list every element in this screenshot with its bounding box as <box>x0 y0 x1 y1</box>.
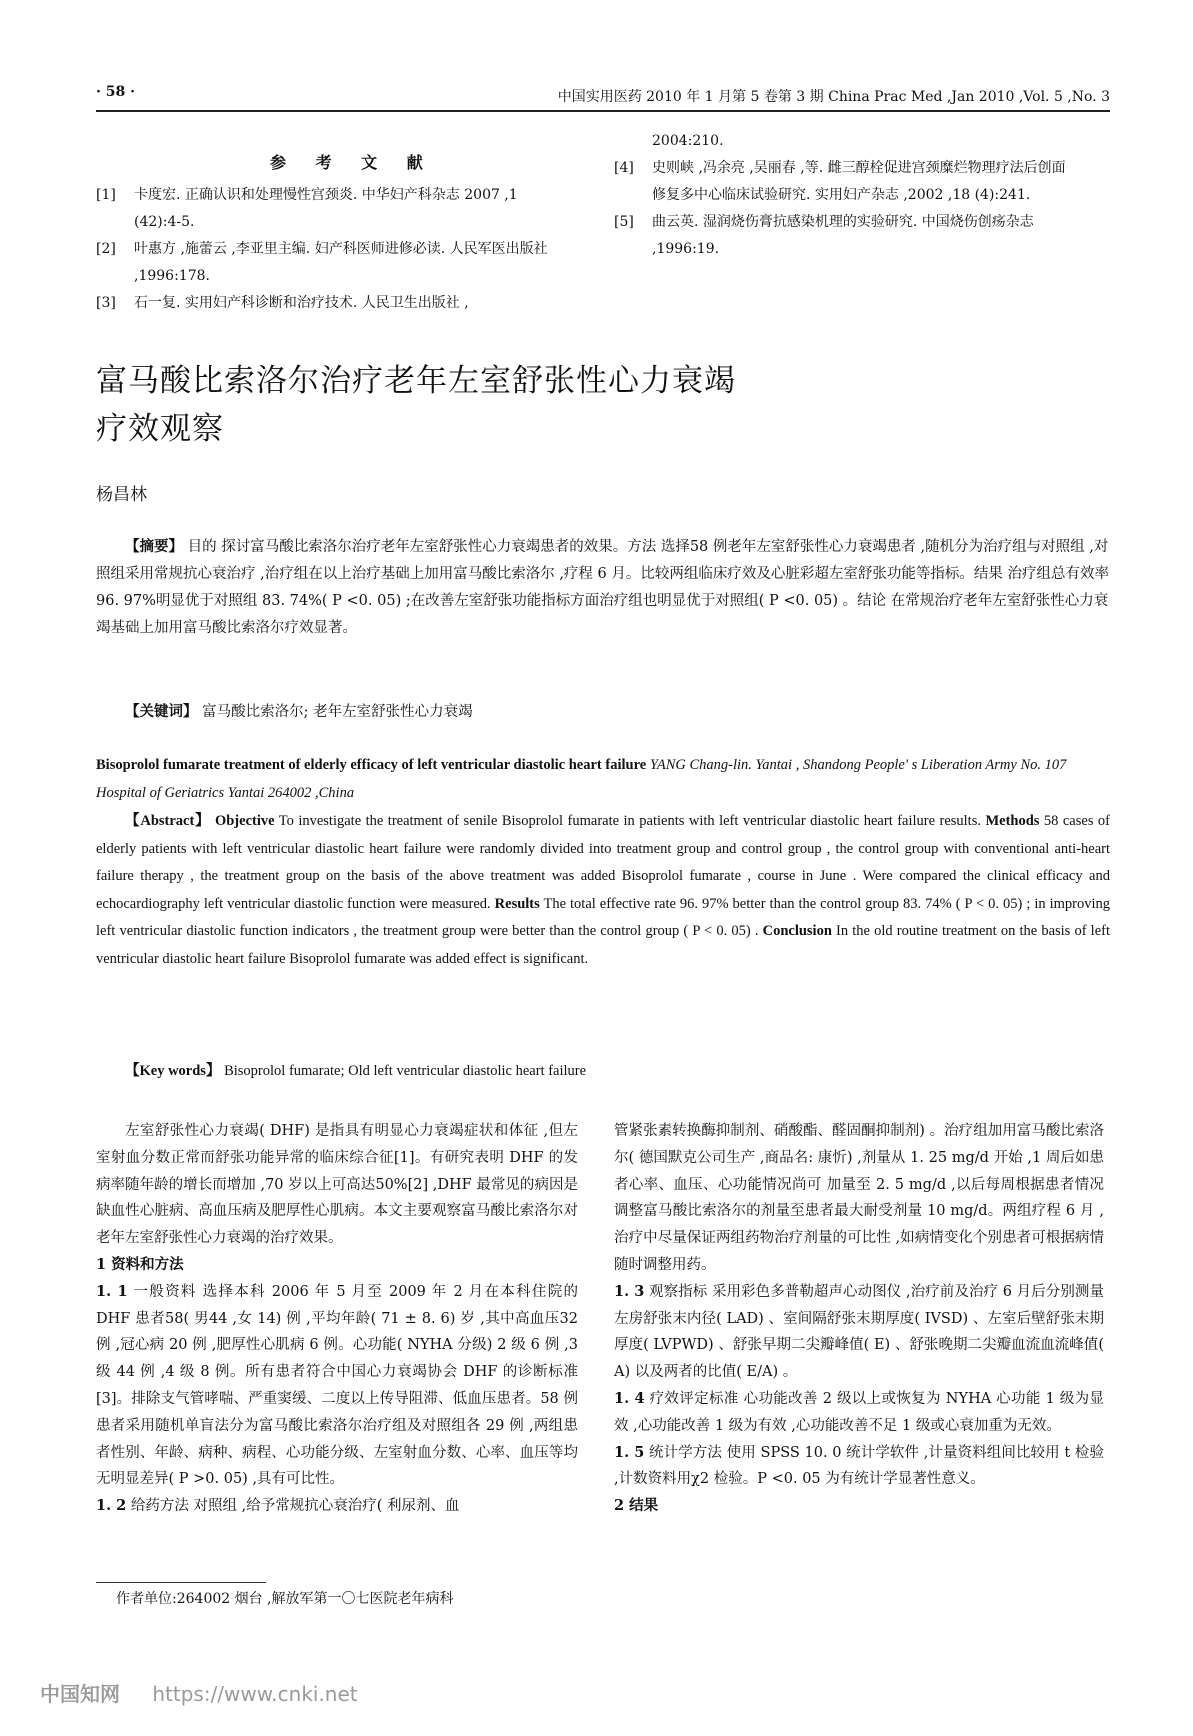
body-right-column <box>614 1118 1104 1520</box>
abstract-en-title: Bisoprolol fumarate treatment of elderly efficacy of left ventricular diastolic heart failure YANG Chang-lin. Yantai , Shandong People' s Liberation Army No. 107 Hospital of Geriatrics Yantai 264002 ,China <box>96 757 1067 801</box>
keywords-cn: 【关键词】 富马酸比索洛尔; 老年左室舒张性心力衰竭 <box>125 703 473 720</box>
cnki-url[interactable]: https://www.cnki.net <box>152 1682 358 1706</box>
reference-item: [3] 石一复. 实用妇产科诊断和治疗技术. 人民卫生出版社 , <box>96 295 469 311</box>
body-left-column <box>96 1118 578 1520</box>
intro-paragraph: 左室舒张性心力衰竭( DHF) 是指具有明显心力衰竭症状和体征 ,但左室射血分数正常而舒张功能异常的临床综合征[1]。有研究表明 DHF 的发病率随年龄的增长而增加 ,70 岁以上可高达50%[2] ,DHF 最常见的病因是缺血性心脏病、高血压病及肥厚性心肌病。本文主要观察富马酸比索洛尔对老年左室舒张性心力衰竭的治疗效果。 <box>96 1123 578 1247</box>
reference-continuation: 2004:210. <box>652 133 724 149</box>
cnki-watermark <box>40 1678 358 1707</box>
abstract-en: 【Abstract】 Objective To investigate the treatment of senile Bisoprolol fumarate in patients with left ventricular diastolic heart failure results. Methods 58 cases of elderly patients with left ventricular diastolic heart failure were randomly divided into treatment group and control group , the control group with conventional anti-heart failure therapy , the treatment group on the basis of the above treatment was added Bisoprolol fumarate , course in June . Were compared the clinical efficacy and echocardiography left ventricular diastolic function were measured. Results The total effective rate 96. 97% better than the control group 83. 74% ( P < 0. 05) ; in improving left ventricular diastolic function indicators , the treatment group were better than the control group ( P < 0. 05) . Conclusion In the old routine treatment on the basis of left ventricular diastolic heart failure Bisoprolol fumarate was added effect is significant. <box>96 813 1111 967</box>
author-affiliation-footnote: 作者单位:264002 烟台 ,解放军第一〇七医院老年病科 <box>116 1591 454 1607</box>
abstract-cn-label: 【摘要】 <box>125 538 183 555</box>
section-1-heading: 1 资料和方法 <box>96 1255 184 1273</box>
reference-item: [2] 叶惠方 ,施蕾云 ,李亚里主编. 妇产科医师进修必读. 人民军医出版社 ,1996:178. <box>96 241 548 284</box>
section-1-3: 1. 3 观察指标 采用彩色多普勒超声心动图仪 ,治疗前及治疗 6 月后分别测量左房舒张末内径( LAD) 、室间隔舒张末期厚度( IVSD) 、左室后壁舒张末期厚度( LVPWD) 、舒张早期二尖瓣峰值( E) 、舒张晚期二尖瓣血流血流峰值( A) 以及两者的比值( E/A) 。 <box>614 1282 1104 1381</box>
section-1-5: 1. 5 统计学方法 使用 SPSS 10. 0 统计学软件 ,计量资料组间比较用 t 检验 ,计数资料用χ2 检验。P <0. 05 为有统计学显著性意义。 <box>614 1443 1104 1488</box>
journal-header: 中国实用医药 2010 年 1 月第 5 卷第 3 期 China Prac Med ,Jan 2010 ,Vol. 5 ,No. 3 <box>557 89 1110 105</box>
reference-item: [4] 史则峡 ,冯余亮 ,吴丽春 ,等. 雌三醇栓促进宫颈糜烂物理疗法后创面修复多中心临床试验研究. 实用妇产杂志 ,2002 ,18 (4):241. <box>614 160 1066 203</box>
keywords-en: 【Key words】 Bisoprolol fumarate; Old left ventricular diastolic heart failure <box>125 1063 587 1079</box>
section-2-heading: 2 结果 <box>614 1497 659 1515</box>
article-title: 富马酸比索洛尔治疗老年左室舒张性心力衰竭 疗效观察 <box>96 363 736 447</box>
section-1-2: 1. 2 给药方法 对照组 ,给予常规抗心衰治疗( 利尿剂、血 <box>96 1497 460 1515</box>
abstract-cn-text: 目的 探讨富马酸比索洛尔治疗老年左室舒张性心力衰竭患者的效果。方法 选择58 例老年左室舒张性心力衰竭患者 ,随机分为治疗组与对照组 ,对照组采用常规抗心衰治疗 ,治疗组在以上治疗基础上加用富马酸比索洛尔 ,疗程 6 月。比较两组临床疗效及心脏彩超左室舒张功能等指标。结果 治疗组总有效率 96. 97%明显优于对照组 83. 74%( P <0. 05) ;在改善左室舒张功能指标方面治疗组也明显优于对照组( P <0. 05) 。结论 在常规治疗老年左室舒张性心力衰竭基础上加用富马酸比索洛尔疗效显著。 <box>96 539 1109 636</box>
article-author: 杨昌林 <box>96 485 147 505</box>
reference-item: [5] 曲云英. 湿润烧伤膏抗感染机理的实验研究. 中国烧伤创疡杂志 ,1996:19. <box>614 214 1034 257</box>
references-left <box>96 182 596 317</box>
cnki-logo: 中国知网 <box>40 1682 120 1706</box>
reference-item: [1] 卡度宏. 正确认识和处理慢性宫颈炎. 中华妇产科杂志 2007 ,1 (42):4-5. <box>96 187 518 230</box>
references-right <box>614 128 1114 263</box>
page-number: · 58 · <box>96 84 135 100</box>
header-rule <box>96 110 1110 112</box>
footnote-rule <box>96 1582 266 1583</box>
section-1-2-continued: 管紧张素转换酶抑制剂、硝酸酯、醛固酮抑制剂) 。治疗组加用富马酸比索洛尔( 德国默克公司生产 ,商品名: 康忻) ,剂量从 1. 25 mg/d 开始 ,1 周后如患者心率、血压、心功能情况尚可 加量至 2. 5 mg/d ,以后每周根据患者情况调整富马酸比索洛尔的剂量至患者最大耐受剂量 10 mg/d。两组疗程 6 月 ,治疗中尽量保证两组药物治疗剂量的可比性 ,如病情变化个别患者可根据病情随时调整用药。 <box>614 1123 1104 1273</box>
references-heading: 参 考 文 献 <box>270 153 435 172</box>
section-1-1: 1. 1 一般资料 选择本科 2006 年 5 月至 2009 年 2 月在本科住院的 DHF 患者58( 男44 ,女 14) 例 ,平均年龄( 71 ± 8. 6) 岁 ,其中高血压32 例 ,冠心病 20 例 ,肥厚性心肌病 6 例。心功能( NYHA 分级) 2 级 6 例 ,3 级 44 例 ,4 级 8 例。所有患者符合中国心力衰竭协会 DHF 的诊断标准[3]。排除支气管哮喘、严重窦缓、二度以上传导阻滞、低血压患者。58 例患者采用随机单盲法分为富马酸比索洛尔治疗组及对照组各 29 例 ,两组患者性别、年龄、病种、病程、心功能分级、左室射血分数、心率、血压等均无明显差异( P >0. 05) ,具有可比性。 <box>96 1282 579 1488</box>
abstract-cn <box>96 533 1110 642</box>
section-1-4: 1. 4 疗效评定标准 心功能改善 2 级以上或恢复为 NYHA 心功能 1 级为显效 ,心功能改善 1 级为有效 ,心功能改善不足 1 级或心衰加重为无效。 <box>614 1389 1104 1434</box>
